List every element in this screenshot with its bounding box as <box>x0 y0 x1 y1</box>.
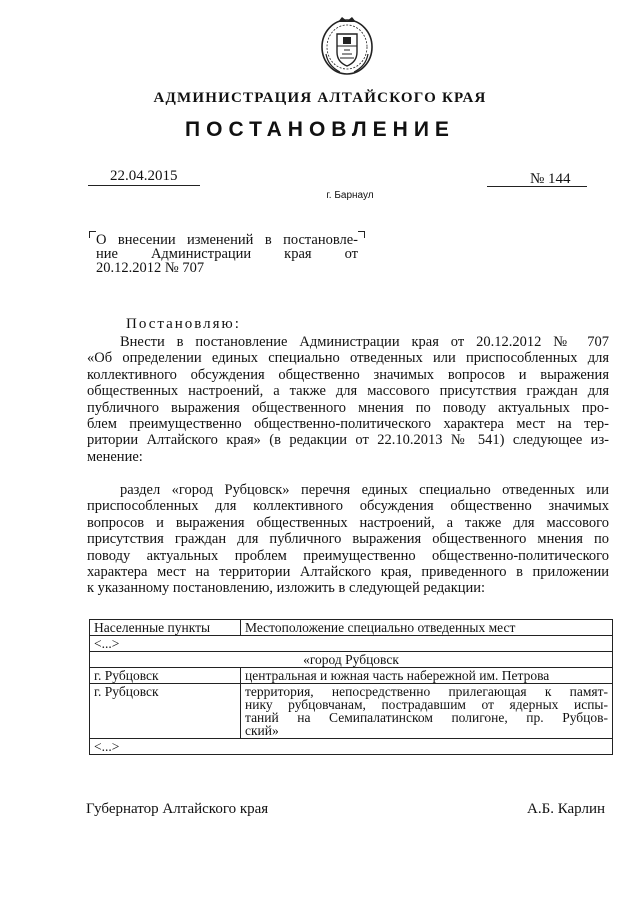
table-cell-location: центральная и южная часть набережной им. Петрова <box>241 668 613 684</box>
decree-word: Постановляю: <box>126 316 241 332</box>
table-cell-location <box>241 684 613 739</box>
document-number: № 144 <box>530 171 571 187</box>
text-line: поводу актуальных проблем преимущественно общественно-политического <box>87 547 609 564</box>
number-underline <box>487 186 587 187</box>
subject-line: ние Администрации края от <box>96 246 358 262</box>
text-line: Внести в постановление Администрации края от 20.12.2012 № 707 <box>120 334 609 350</box>
table-header-places: Населенные пункты <box>90 620 241 636</box>
coat-of-arms-emblem <box>318 14 376 76</box>
text-line: присутствия граждан для публичного выражения общественного мнения по <box>87 531 609 548</box>
text-line: менение: <box>87 448 143 465</box>
document-type-title: ПОСТАНОВЛЕНИЕ <box>185 118 455 141</box>
table-row <box>90 668 613 684</box>
table-row <box>90 739 613 755</box>
table-header-locations: Местоположение специально отведенных мест <box>241 620 613 636</box>
location-line: ский» <box>245 723 279 738</box>
text-line: раздел «город Рубцовск» перечня единых специально отведенных или <box>120 482 609 498</box>
document-date: 22.04.2015 <box>110 168 178 184</box>
subject-line: О внесении изменений в постановле- <box>96 232 358 248</box>
text-line: общественных настроений, а также для массового присутствия граждан для <box>87 383 609 400</box>
signer-name: А.Б. Карлин <box>527 801 606 817</box>
subject-bracket-left <box>89 231 96 238</box>
text-line: вопросов и выражения общественных настроений, а также для массового <box>87 514 609 531</box>
text-line: блем преимущественно общественно-политического характера мест на тер- <box>87 416 609 433</box>
table-row <box>90 636 613 652</box>
organization-name: АДМИНИСТРАЦИЯ АЛТАЙСКОГО КРАЯ <box>153 90 487 106</box>
text-line: «Об определении единых специально отведенных или приспособленных для <box>87 350 609 367</box>
paragraph-section <box>87 482 609 597</box>
paragraph-amendment <box>87 334 609 465</box>
subject-bracket-right <box>358 231 365 238</box>
text-line: публичного выражения общественного мнения по поводу актуальных про- <box>87 399 609 416</box>
table-row <box>90 652 613 668</box>
location-line: нику рубцовчанам, пострадавшим от ядерных испы- <box>245 697 608 712</box>
table-header-row <box>90 620 613 636</box>
table-row <box>90 684 613 739</box>
text-line: коллективного обсуждения общественно значимых вопросов и выражения <box>87 366 609 383</box>
places-table <box>89 619 613 755</box>
subject-line: 20.12.2012 № 707 <box>96 260 205 276</box>
table-section-title: «город Рубцовск <box>90 652 613 668</box>
table-ellipsis-bottom: <...> <box>90 739 613 755</box>
text-line: характера мест на территории Алтайского края, приведенного в приложении <box>87 564 609 581</box>
document-subject <box>96 233 358 275</box>
signer-title: Губернатор Алтайского края <box>86 801 269 817</box>
text-line: к указанному постановлению, изложить в следующей редакции: <box>87 580 486 597</box>
text-line: приспособленных для коллективного обсуждения общественно значимых <box>87 498 609 515</box>
table-cell-place: г. Рубцовск <box>90 684 241 739</box>
document-city: г. Барнаул <box>326 190 374 201</box>
date-underline <box>88 185 200 186</box>
table-cell-place: г. Рубцовск <box>90 668 241 684</box>
text-line: ритории Алтайского края» (в редакции от 22.10.2013 № 541) следующее из- <box>87 432 609 449</box>
location-line: территория, непосредственно прилегающая к памят- <box>245 684 608 699</box>
table-ellipsis-top: <...> <box>90 636 613 652</box>
location-line: таний на Семипалатинском полигоне, пр. Рубцов- <box>245 710 608 725</box>
